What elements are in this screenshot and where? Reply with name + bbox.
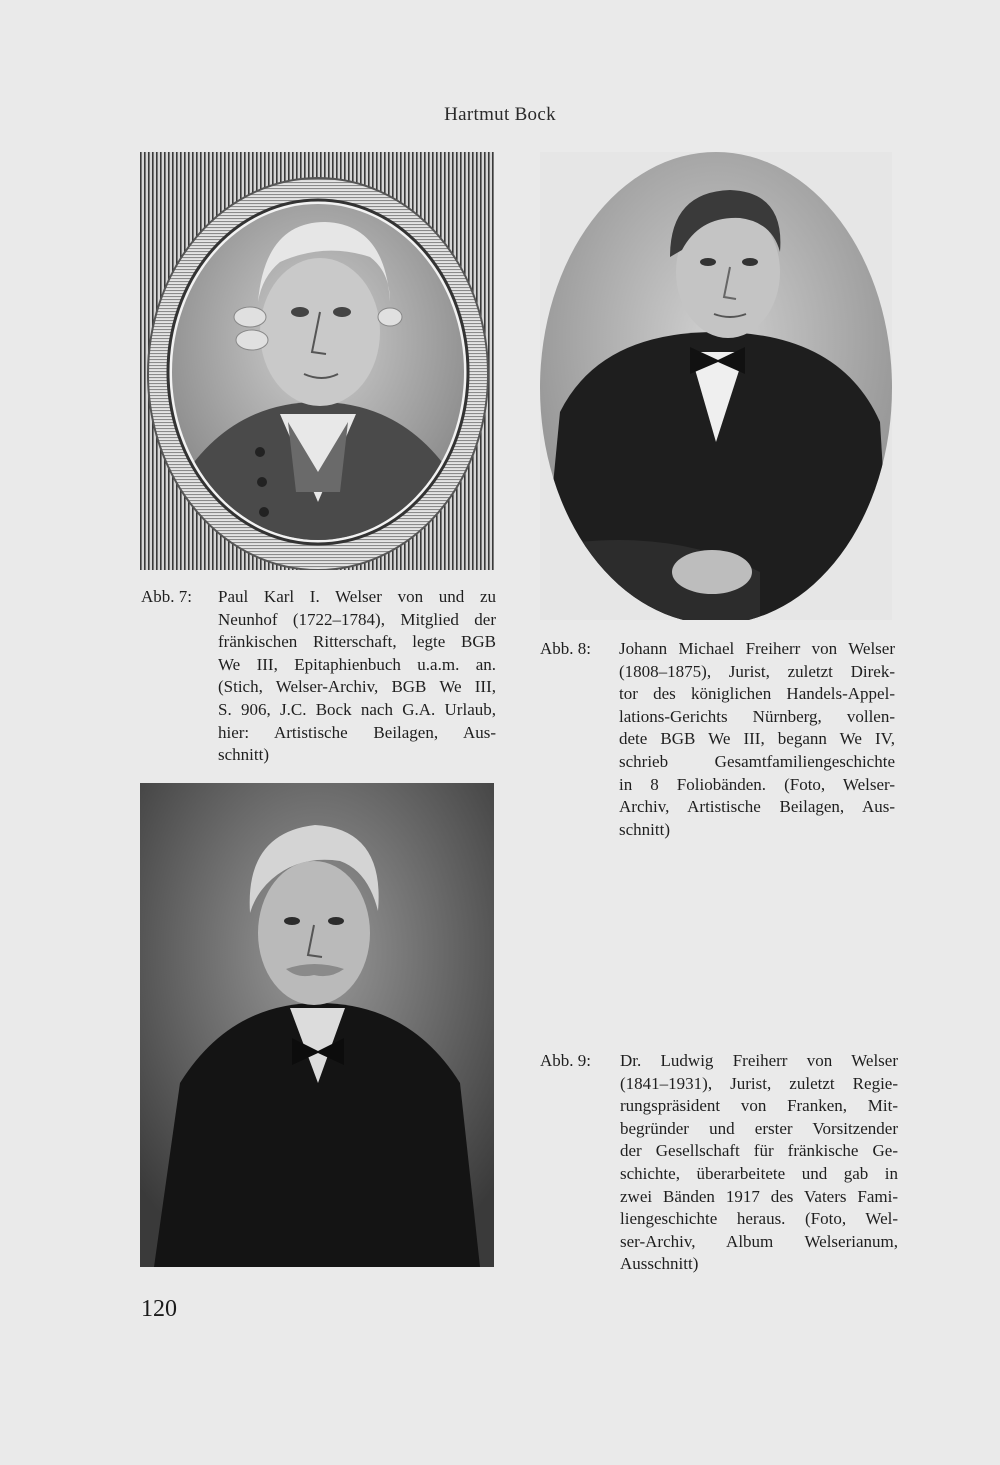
portrait-photo-fig9 — [140, 783, 494, 1267]
caption-line: zwei Bänden 1917 des Vaters Fami- — [620, 1186, 898, 1206]
caption-line: S. 906, J.C. Bock nach G.A. Urlaub, — [218, 699, 496, 719]
portrait-photo-fig8 — [540, 152, 892, 620]
caption-line: schnitt) — [218, 745, 269, 765]
caption-line: schichte, überarbeitete und gab in — [620, 1163, 898, 1183]
caption-line: Ausschnitt) — [620, 1254, 699, 1274]
caption-line: (1841–1931), Jurist, zuletzt Regie- — [620, 1073, 898, 1093]
caption-line: Paul Karl I. Welser von und zu — [218, 587, 496, 606]
caption-text — [218, 586, 496, 767]
caption-line: liengeschichte heraus. (Foto, Wel- — [620, 1209, 898, 1229]
caption-line: hier: Artistische Beilagen, Aus- — [218, 722, 496, 742]
caption-line: fränkischen Ritterschaft, legte BGB — [218, 632, 496, 652]
page-number: 120 — [141, 1296, 177, 1322]
caption-line: der Gesellschaft für fränkische Ge- — [620, 1141, 898, 1161]
caption-line: schrieb Gesamtfamiliengeschichte — [619, 751, 895, 771]
caption-line: Neunhof (1722–1784), Mitglied der — [218, 609, 496, 629]
caption-line: Johann Michael Freiherr von Welser — [619, 639, 895, 658]
running-head: Hartmut Bock — [444, 104, 556, 125]
caption-line: in 8 Foliobänden. (Foto, Welser- — [619, 774, 895, 794]
caption-fig9 — [540, 1050, 898, 1280]
caption-line: (Stich, Welser-Archiv, BGB We III, — [218, 677, 496, 697]
figure-label: Abb. 7: — [141, 587, 192, 606]
caption-line: schnitt) — [619, 819, 670, 839]
figure-label: Abb. 8: — [540, 639, 591, 658]
caption-text — [620, 1050, 898, 1276]
caption-text — [619, 638, 895, 841]
caption-line: rungspräsident von Franken, Mit- — [620, 1096, 898, 1116]
caption-line: Archiv, Artistische Beilagen, Aus- — [619, 797, 895, 817]
caption-line: Dr. Ludwig Freiherr von Welser — [620, 1051, 898, 1070]
caption-fig7 — [141, 586, 496, 766]
figure-label: Abb. 9: — [540, 1051, 591, 1070]
caption-line: (1808–1875), Jurist, zuletzt Direk- — [619, 661, 895, 681]
caption-fig8 — [540, 638, 895, 838]
caption-line: ser-Archiv, Album Welserianum, — [620, 1231, 898, 1251]
caption-line: We III, Epitaphienbuch u.a.m. an. — [218, 654, 496, 674]
caption-line: dete BGB We III, begann We IV, — [619, 729, 895, 749]
caption-line: lations-Gerichts Nürnberg, vollen- — [619, 706, 895, 726]
portrait-engraving-fig7 — [140, 152, 494, 570]
caption-line: begründer und erster Vorsitzender — [620, 1118, 898, 1138]
caption-line: tor des königlichen Handels-Appel- — [619, 684, 895, 704]
